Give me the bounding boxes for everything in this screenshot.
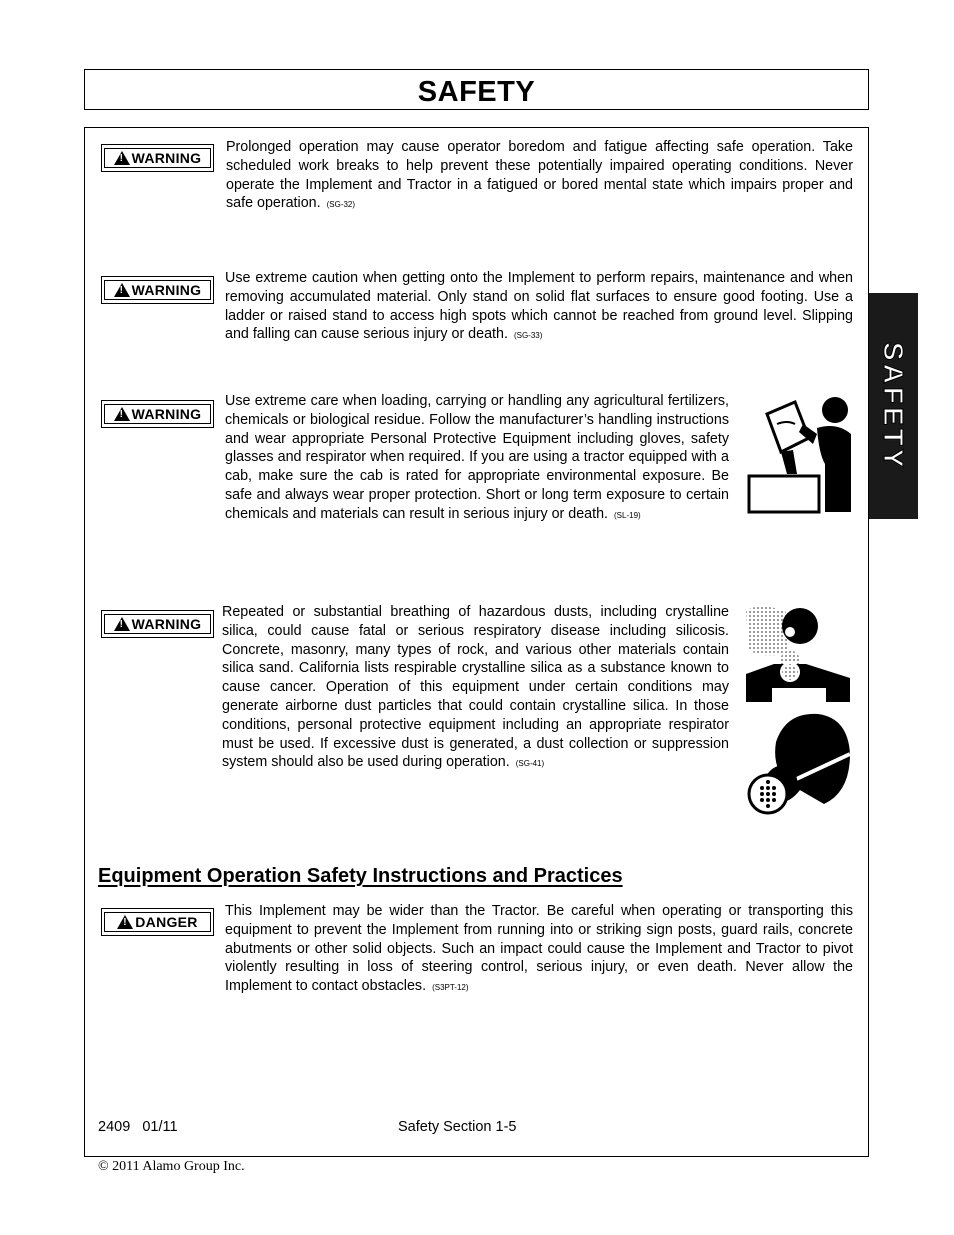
warning-text-4: Repeated or substantial breathing of hazardous dusts, including crystalline silica, could cause fatal or serious respiratory disease including silicosis. Concrete, masonry, many types of rock, and various other materials contain silica sand. California lists respirable crystalline silica as a substance known to cause cancer. Operation of this equipment under certain conditions may generate airborne dust particles that could contain crystalline silica. In those conditions, personal protective equipment including an appropriate respirator must be used. If excessive dust is generated, a dust collection or suppression system should also be used during operation. (SG-41) (222, 604, 729, 771)
warning-text-2: Use extreme caution when getting onto the Implement to perform repairs, maintenance and when removing accumulated material. Only stand on solid flat surfaces to ensure good footing. Use a ladder or raised stand to access high spots which cannot be reached from ground level. Slipping and falling can cause serious injury or death. (SG-33) (225, 270, 853, 343)
danger-text: This Implement may be wider than the Tractor. Be careful when operating or transporting this equipment to prevent the Implement from running into or striking sign posts, guard rails, concrete abutments or other solid objects. Such an impact could cause the Implement and Tractor to pivot violently resulting in loss of steering control, serious injury, or even death. Never allow the Implement to contact obstacles. (S3PT-12) (225, 903, 853, 995)
doc-number: 2409 01/11 (98, 1119, 178, 1135)
warning-triangle-icon (114, 407, 130, 421)
warning-code: (SL-19) (614, 510, 641, 520)
warning-badge-label: WARNING (131, 282, 202, 298)
warning-badge (101, 144, 214, 172)
section-side-tab (869, 293, 918, 519)
warning-code: (SG-41) (515, 759, 545, 769)
warning-text-1: Prolonged operation may cause operator boredom and fatigue affecting safe operation. Take scheduled work breaks to help prevent these potentially impaired operating conditions. Never operate the Implement and Tractor in a fatigued or bored mental state which impairs proper and safe operation. (SG-32) (226, 139, 853, 212)
warning-text-3: Use extreme care when loading, carrying or handling any agricultural fertilizers, chemicals or biological residue. Follow the manufacturer’s handling instructions and wear appropriate Personal Protective Equipment including gloves, safety glasses and respirator when required. If you are using a tractor equipped with a cab, make sure the cab is rated for appropriate environmental exposure. Be safe and always wear proper protection. Short or long term exposure to certain chemicals and materials can result in serious injury or death. (SL-19) (225, 393, 729, 522)
section-heading: Equipment Operation Safety Instructions and Practices (98, 865, 623, 887)
warning-badge (101, 610, 214, 638)
warning-triangle-icon (114, 283, 130, 297)
warning-triangle-icon (114, 617, 130, 631)
page-title: SAFETY (417, 76, 536, 108)
danger-badge (101, 908, 214, 936)
dust-inhalation-illustration (744, 602, 852, 704)
warning-badge (101, 400, 214, 428)
side-tab-label: SAFETY (878, 341, 909, 471)
header-box (84, 69, 869, 110)
copyright: © 2011 Alamo Group Inc. (98, 1159, 245, 1174)
warning-badge (101, 276, 214, 304)
warning-triangle-icon (117, 915, 133, 929)
respirator-mask-illustration (746, 712, 852, 816)
warning-badge-label: WARNING (131, 406, 202, 422)
page-label: Safety Section 1-5 (398, 1119, 517, 1135)
warning-code: (SG-33) (513, 331, 543, 341)
warning-badge-label: WARNING (131, 150, 202, 166)
warning-triangle-icon (114, 151, 130, 165)
danger-badge-label: DANGER (135, 914, 198, 930)
chemical-handler-illustration (747, 394, 853, 514)
danger-code: (S3PT-12) (432, 983, 469, 993)
warning-code: (SG-32) (326, 200, 356, 210)
warning-badge-label: WARNING (131, 616, 202, 632)
